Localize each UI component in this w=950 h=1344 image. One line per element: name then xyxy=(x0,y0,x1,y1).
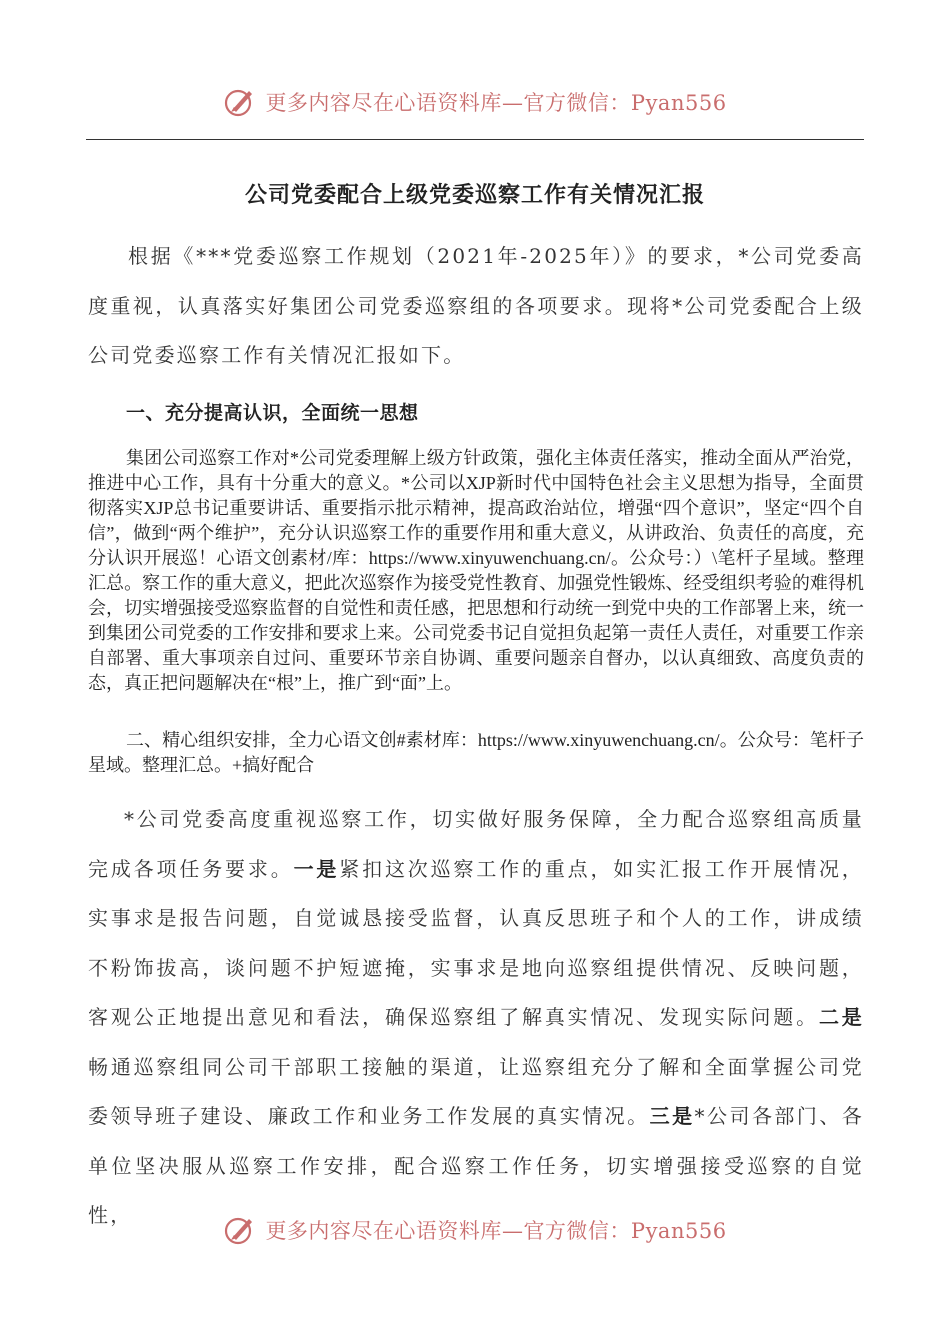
point1-label: 一是 xyxy=(293,856,340,881)
quill-logo-icon xyxy=(223,1213,257,1247)
section2-intro: *公司党委高度重视巡察工作，切实做好服务保障，全力配合巡察组高质量完成各项任务要求。 xyxy=(88,807,864,881)
section1-paragraph: 集团公司巡察工作对*公司党委理解上级方针政策，强化主体责任落实，推动全面从严治党，推进中心工作，具有十分重大的意义。*公司以XJP新时代中国特色社会主义思想为指导，全面贯彻落实XJP总书记重要讲话、重要指示批示精神，提高政治站位，增强“四个意识”，坚定“四个自信”，做到“两个维护”，充分认识巡察工作的重要作用和重大意义，从讲政治、负责任的高度，充分认识开展巡！心语文创素材/库：https://www.xinyuwenchuang.cn/。公众号：）\笔杆子星域。整理汇总。察工作的重大意义，把此次巡察作为接受党性教育、加强党性锻炼、经受组织考验的难得机会，切实增强接受巡察监督的自觉性和责任感，把思想和行动统一到党中央的工作部署上来，统一到集团公司党委的工作安排和要求上来。公司党委书记自觉担负起第一责任人责任，对重要工作亲自部署、重大事项亲自过问、重要环节亲自协调、重要问题亲自督办，以认真细致、高度负责的态，真正把问题解决在“根”上，推广到“面”上。 xyxy=(88,448,864,693)
point2-text: 畅通巡察组同公司干部职工接触的渠道，让巡察组充分了解和全面掌握公司党委领导班子建设、廉政工作和业务工作发展的真实情况。 xyxy=(88,1054,864,1128)
banner-separator: — xyxy=(501,91,524,115)
footer-banner xyxy=(0,1210,950,1250)
banner-main: 更多内容尽在心语资料库 xyxy=(265,91,502,115)
header-divider xyxy=(86,139,864,140)
footer-banner-main: 更多内容尽在心语资料库 xyxy=(265,1219,502,1243)
point3-text: *公司各部门、各单位坚决服从巡察工作安排，配合巡察工作任务，切实增强接受巡察的自觉性， xyxy=(88,1104,864,1227)
header-banner xyxy=(0,82,950,122)
point3-label: 三是 xyxy=(649,1104,695,1128)
footer-banner-text xyxy=(265,1215,726,1245)
section2-paragraph xyxy=(88,795,864,1241)
intro-paragraph: 根据《***党委巡察工作规划（2021年-2025年）》的要求，*公司党委高度重视，认真落实好集团公司党委巡察组的各项要求。现将*公司党委配合上级公司党委巡察工作有关情况汇报如下。 xyxy=(88,244,864,367)
section-heading-2: 二、精心组织安排，全力心语文创#素材库：https://www.xinyuwenchuang.cn/。公众号：笔杆子星域。整理汇总。+搞好配合 xyxy=(88,730,864,775)
footer-banner-wechat: 官方微信：Pyan556 xyxy=(523,1219,727,1243)
banner-text xyxy=(265,87,726,117)
section-heading-1: 一、充分提高认识，全面统一思想 xyxy=(126,402,419,424)
banner-wechat: 官方微信：Pyan556 xyxy=(523,91,727,115)
document-title: 公司党委配合上级党委巡察工作有关情况汇报 xyxy=(244,182,705,208)
point1-text: 紧扣这次巡察工作的重点，如实汇报工作开展情况，实事求是报告问题，自觉诚恳接受监督，认真反思班子和个人的工作，讲成绩不粉饰拔高，谈问题不护短遮掩，实事求是地向巡察组提供情况、反映问题，客观公正地提出意见和看法，确保巡察组了解真实情况、发现实际问题。 xyxy=(88,856,864,1029)
point2-label: 二是 xyxy=(818,1005,864,1029)
footer-banner-separator: — xyxy=(501,1219,524,1243)
quill-logo-icon xyxy=(223,85,257,119)
